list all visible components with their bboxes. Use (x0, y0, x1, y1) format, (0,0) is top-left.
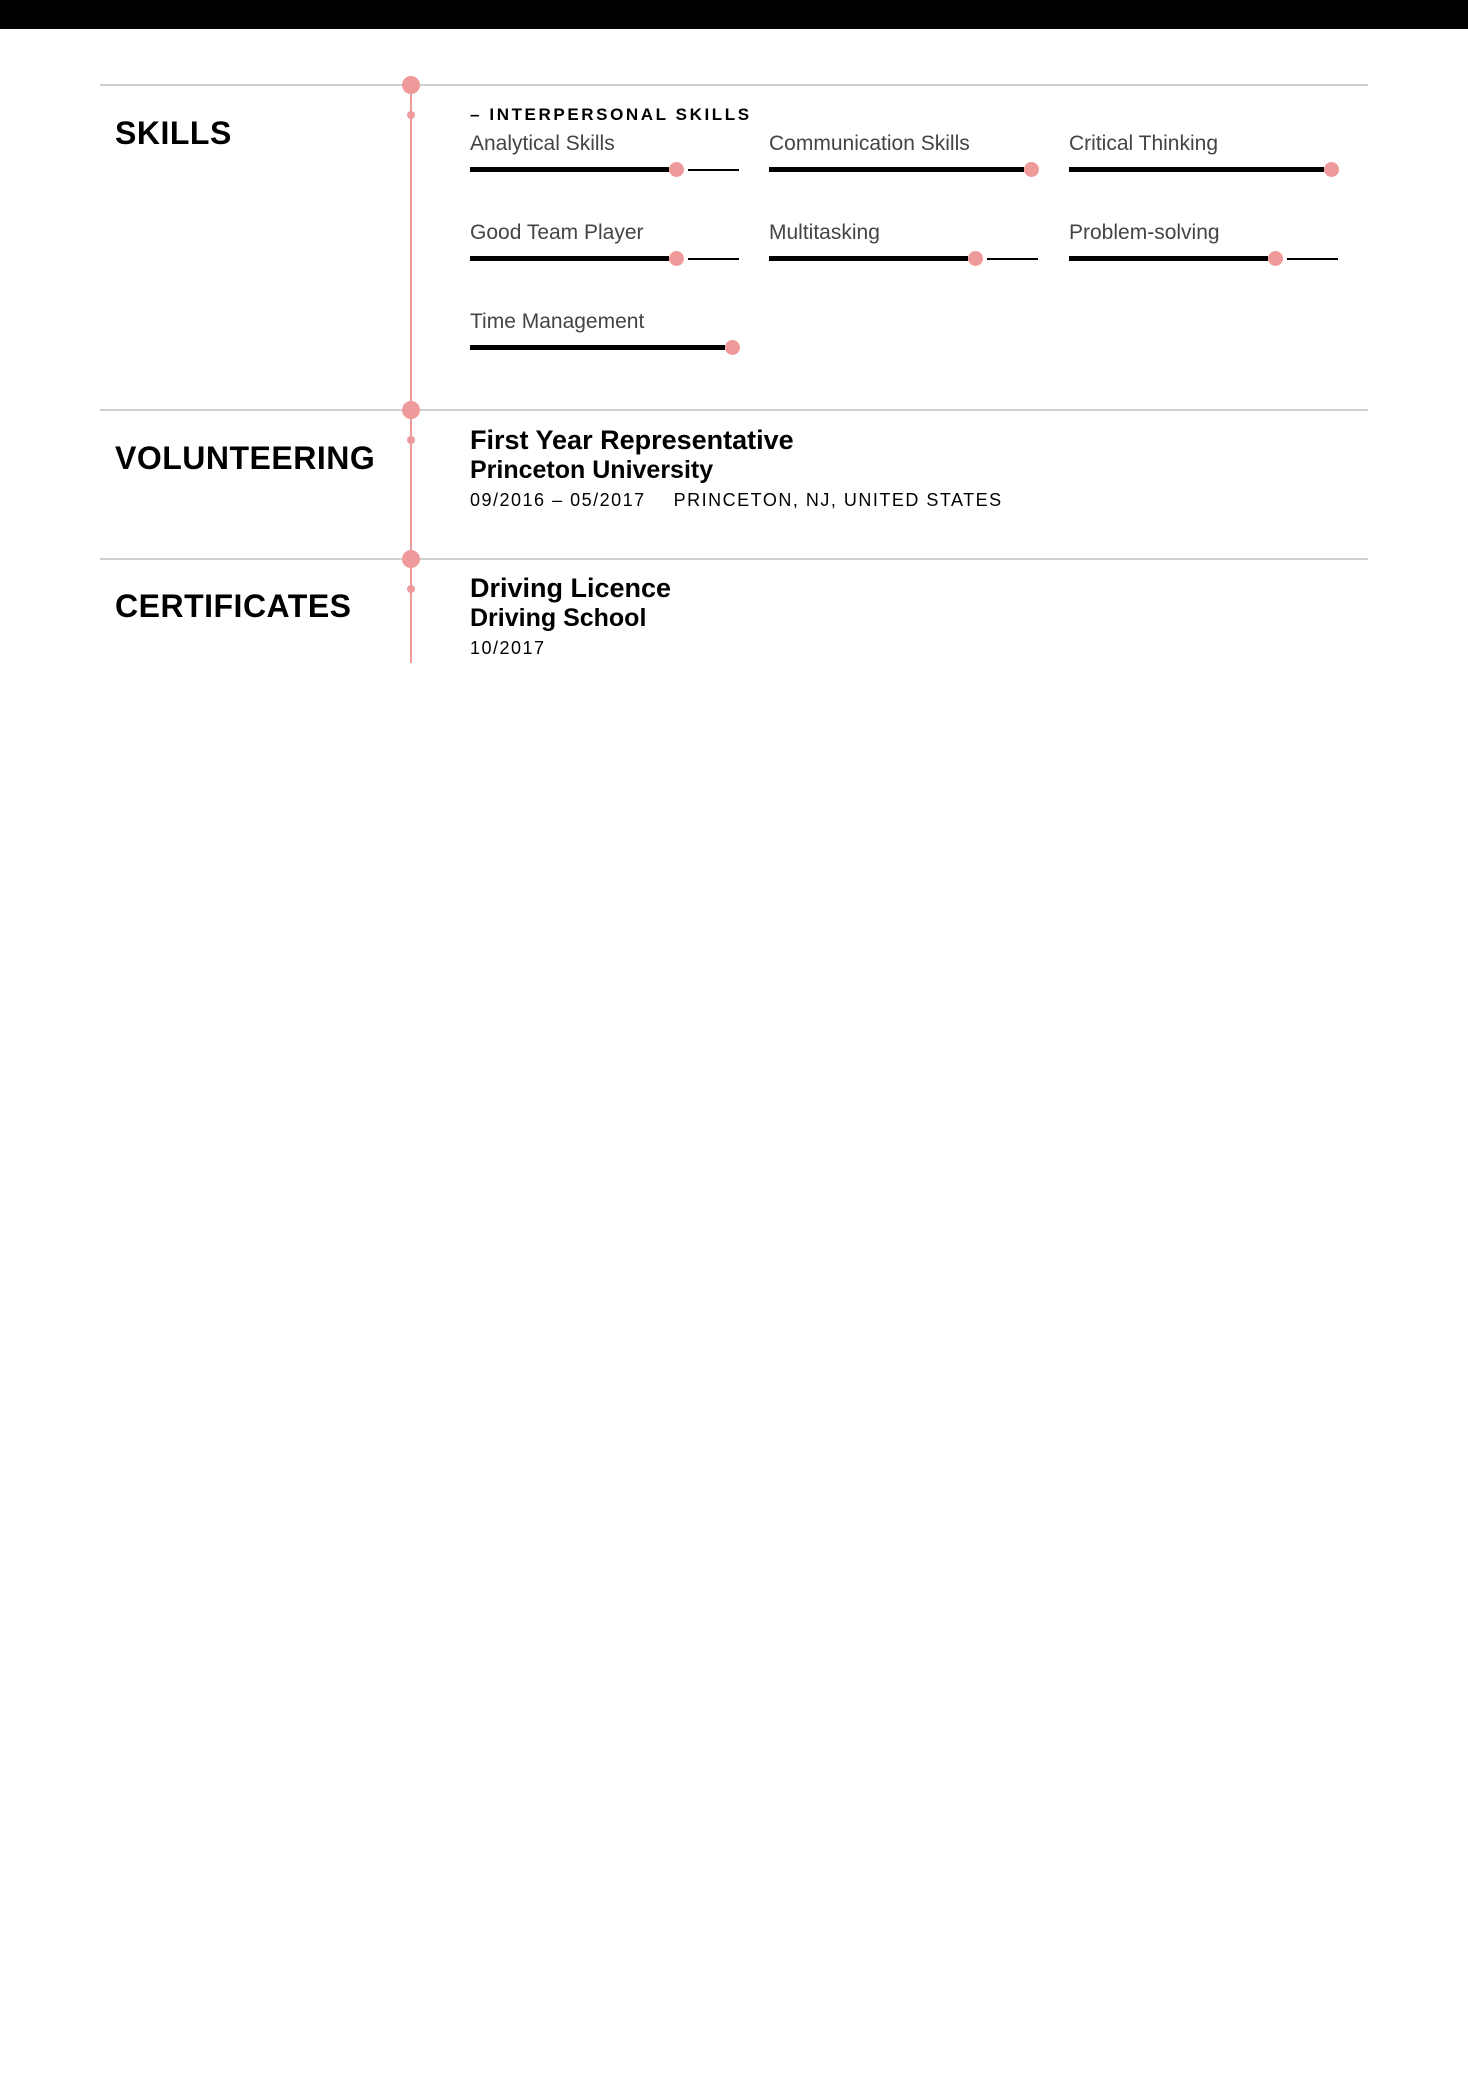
section-divider-certificates (100, 558, 1368, 560)
volunteering-role: First Year Representative (470, 425, 794, 455)
skill-level-bar (769, 250, 1039, 266)
skill-level-remaining (987, 258, 1038, 260)
timeline-node-volunteering-icon (402, 401, 420, 419)
skill-item (470, 131, 740, 191)
skill-name: Time Management (470, 310, 645, 333)
section-title-skills: SKILLS (115, 115, 232, 151)
certificate-issuer: Driving School (470, 604, 647, 632)
timeline-node-skills-icon (402, 76, 420, 94)
volunteering-dates: 09/2016 – 05/2017 (470, 490, 646, 510)
skill-level-fill (470, 256, 669, 261)
skill-level-fill (769, 256, 968, 261)
timeline-marker-icon (407, 111, 415, 119)
timeline-node-certificates-icon (402, 550, 420, 568)
skill-level-fill (470, 345, 725, 350)
certificate-date: 10/2017 (470, 638, 546, 658)
section-title-volunteering: VOLUNTEERING (115, 440, 376, 476)
skill-name: Problem-solving (1069, 221, 1220, 244)
skill-name: Critical Thinking (1069, 132, 1218, 155)
skill-item (470, 309, 740, 369)
timeline-marker-icon (407, 585, 415, 593)
skill-level-knob-icon (1324, 162, 1339, 177)
volunteering-meta (470, 489, 1003, 511)
skill-level-knob-icon (1024, 162, 1039, 177)
timeline-marker-icon (407, 436, 415, 444)
skill-level-fill (470, 167, 669, 172)
skill-level-fill (1069, 167, 1324, 172)
volunteering-organization: Princeton University (470, 456, 714, 484)
skill-name: Analytical Skills (470, 132, 615, 155)
skill-level-knob-icon (725, 340, 740, 355)
skill-level-bar (470, 250, 740, 266)
skill-level-bar (470, 339, 740, 355)
section-divider-skills (100, 84, 1368, 86)
skill-name: Good Team Player (470, 221, 644, 244)
skill-level-bar (1069, 250, 1339, 266)
skill-level-knob-icon (968, 251, 983, 266)
skill-level-bar (1069, 161, 1339, 177)
skill-name: Multitasking (769, 221, 880, 244)
volunteering-location: PRINCETON, NJ, UNITED STATES (673, 490, 1003, 510)
skill-item (1069, 220, 1339, 280)
skill-item (1069, 131, 1339, 191)
section-title-certificates: CERTIFICATES (115, 588, 352, 624)
top-bar (0, 0, 1468, 29)
certificate-name: Driving Licence (470, 573, 672, 603)
skill-level-remaining (1287, 258, 1338, 260)
skill-level-fill (1069, 256, 1268, 261)
skill-level-bar (769, 161, 1039, 177)
skill-item (470, 220, 740, 280)
skill-level-knob-icon (1268, 251, 1283, 266)
skill-level-remaining (688, 258, 739, 260)
skill-item (769, 220, 1039, 280)
skill-level-bar (470, 161, 740, 177)
skill-level-knob-icon (669, 251, 684, 266)
timeline-line (410, 85, 412, 663)
skill-level-remaining (688, 169, 739, 171)
skill-name: Communication Skills (769, 132, 970, 155)
skills-subheading: – INTERPERSONAL SKILLS (470, 105, 752, 124)
section-divider-volunteering (100, 409, 1368, 411)
skill-item (769, 131, 1039, 191)
skill-level-fill (769, 167, 1024, 172)
skill-level-knob-icon (669, 162, 684, 177)
